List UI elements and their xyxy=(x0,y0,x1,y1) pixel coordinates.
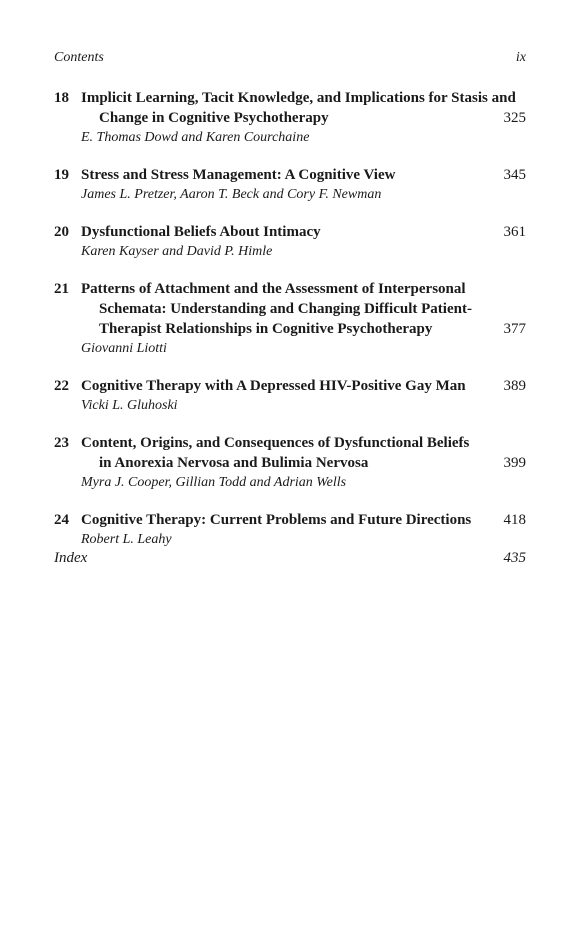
running-header xyxy=(54,50,526,68)
chapter-number: 22 xyxy=(54,378,69,394)
running-header-title: Contents xyxy=(54,50,104,65)
index-page: 435 xyxy=(503,550,526,566)
chapter-title: Stress and Stress Management: A Cognitive View xyxy=(81,167,396,183)
chapter-number: 20 xyxy=(54,224,69,240)
chapter-title: Cognitive Therapy: Current Problems and Future Directions xyxy=(81,512,472,528)
toc-entry-21[interactable] xyxy=(54,279,526,359)
chapter-title: Implicit Learning, Tacit Knowledge, and Implications for Stasis and Change in Cognitive Psychotherapy xyxy=(81,90,516,126)
chapter-title: Cognitive Therapy with A Depressed HIV-Positive Gay Man xyxy=(81,378,466,394)
chapter-page: 345 xyxy=(503,167,526,183)
chapter-page: 361 xyxy=(503,224,526,240)
chapter-authors: Myra J. Cooper, Gillian Todd and Adrian Wells xyxy=(81,475,347,490)
toc-entry-index[interactable] xyxy=(54,550,526,570)
chapter-authors: Giovanni Liotti xyxy=(81,341,167,356)
chapter-page: 399 xyxy=(503,455,526,471)
toc-entry-23[interactable] xyxy=(54,433,526,493)
chapter-authors: James L. Pretzer, Aaron T. Beck and Cory F. Newman xyxy=(81,187,382,202)
chapter-title: Patterns of Attachment and the Assessment of Interpersonal Schemata: Understanding and Changing Difficult Patient-Therapist Relationships in Cognitive Psychotherapy xyxy=(81,281,472,337)
chapter-page: 389 xyxy=(503,378,526,394)
chapter-title: Dysfunctional Beliefs About Intimacy xyxy=(81,224,321,240)
toc-entry-20[interactable] xyxy=(54,222,526,262)
chapter-page: 377 xyxy=(503,321,526,337)
chapter-number: 19 xyxy=(54,167,69,183)
chapter-number: 23 xyxy=(54,435,69,451)
chapter-page: 325 xyxy=(503,110,526,126)
chapter-authors: Karen Kayser and David P. Himle xyxy=(81,244,273,259)
chapter-number: 21 xyxy=(54,281,69,297)
toc-entry-18[interactable] xyxy=(54,88,526,148)
chapter-number: 18 xyxy=(54,90,69,106)
toc-entry-24[interactable] xyxy=(54,510,526,550)
index-label: Index xyxy=(54,550,88,566)
chapter-number: 24 xyxy=(54,512,69,528)
chapter-authors: E. Thomas Dowd and Karen Courchaine xyxy=(81,130,310,145)
chapter-title: Content, Origins, and Consequences of Dysfunctional Beliefs in Anorexia Nervosa and Bulimia Nervosa xyxy=(81,435,470,471)
toc-entry-22[interactable] xyxy=(54,376,526,416)
toc-list xyxy=(54,88,526,567)
toc-entry-19[interactable] xyxy=(54,165,526,205)
chapter-authors: Robert L. Leahy xyxy=(81,532,172,547)
chapter-page: 418 xyxy=(503,512,526,528)
page-number: ix xyxy=(515,50,526,65)
chapter-authors: Vicki L. Gluhoski xyxy=(81,398,178,413)
